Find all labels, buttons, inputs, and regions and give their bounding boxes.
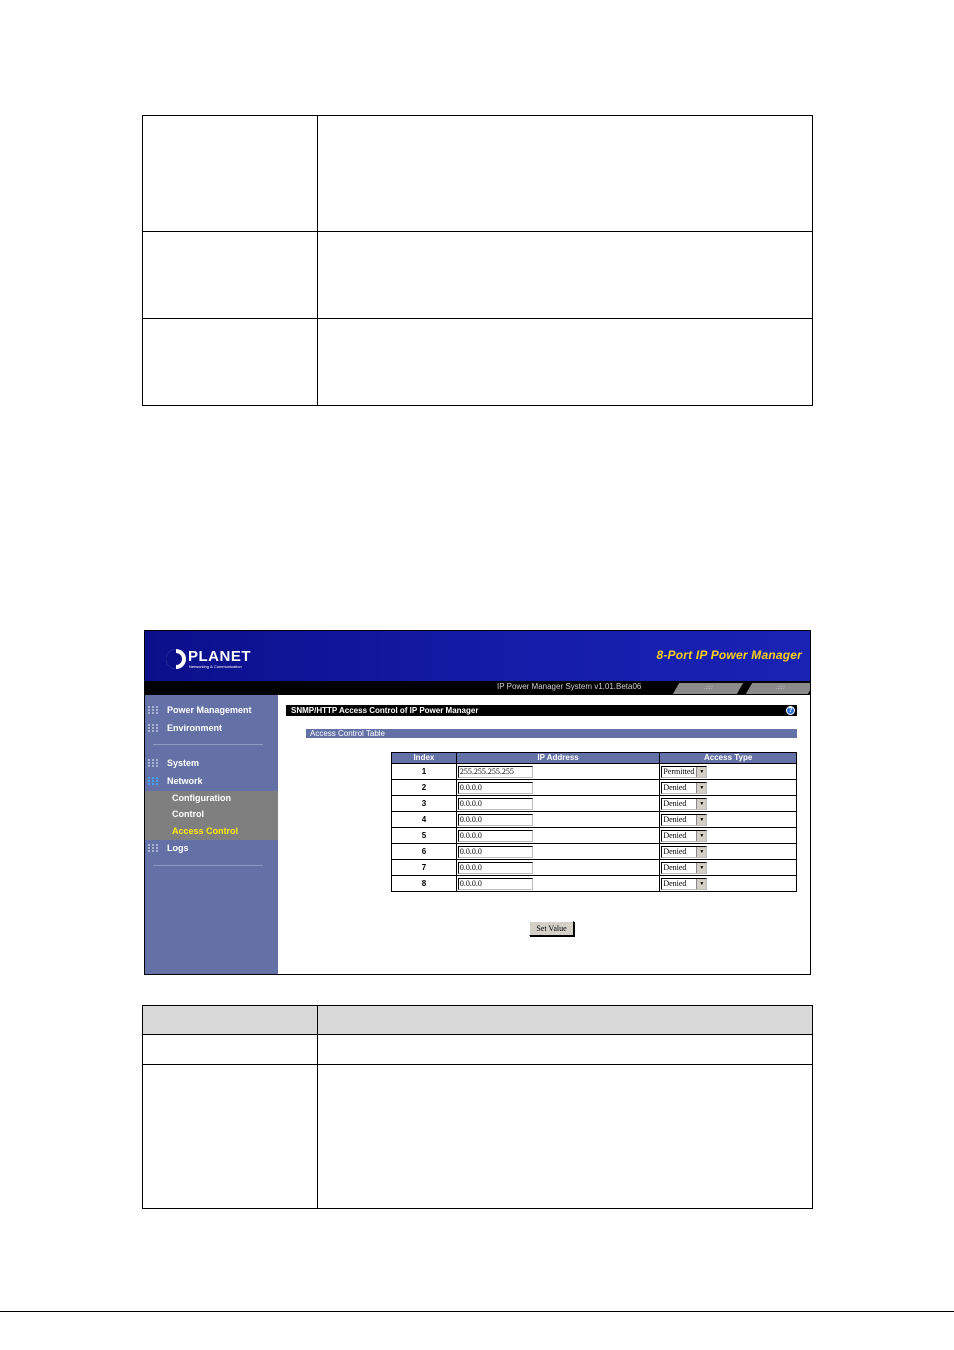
table-row xyxy=(392,764,797,780)
access-type-select[interactable] xyxy=(661,862,707,874)
submenu-item-access-control[interactable]: Access Control xyxy=(172,826,239,836)
ip-cell xyxy=(456,812,660,828)
menu-dots-icon xyxy=(148,759,160,767)
ip-address-input[interactable]: 0.0.0.0 xyxy=(458,830,533,842)
chevron-down-icon: ▼ xyxy=(696,767,706,777)
table-row xyxy=(392,828,797,844)
access-control-table xyxy=(391,752,797,892)
access-type-select[interactable] xyxy=(661,830,707,842)
brand-tagline: Networking & Communication xyxy=(189,664,242,669)
chevron-down-icon: ▼ xyxy=(696,799,706,809)
access-type-value: Permitted xyxy=(663,766,695,776)
set-value-button[interactable]: Set Value xyxy=(529,921,574,936)
row-index: 5 xyxy=(392,828,457,844)
column-header-access-type: Access Type xyxy=(660,753,797,764)
ip-cell xyxy=(456,796,660,812)
ip-address-input[interactable]: 0.0.0.0 xyxy=(458,862,533,874)
sidebar-item-label: System xyxy=(167,758,200,768)
row-index: 6 xyxy=(392,844,457,860)
table-row xyxy=(392,812,797,828)
table-row xyxy=(143,319,813,406)
submenu-item-configuration[interactable]: Configuration xyxy=(172,793,231,803)
ip-address-input[interactable]: 0.0.0.0 xyxy=(458,814,533,826)
table-row xyxy=(392,796,797,812)
table-cell xyxy=(143,116,318,232)
menu-dots-icon xyxy=(148,706,160,714)
access-type-select[interactable] xyxy=(661,846,707,858)
ip-address-input[interactable]: 0.0.0.0 xyxy=(458,878,533,890)
table-cell xyxy=(318,1065,813,1209)
access-control-rows xyxy=(392,764,797,892)
chevron-down-icon: ▼ xyxy=(696,879,706,889)
chevron-down-icon: ▼ xyxy=(696,831,706,841)
access-type-cell xyxy=(660,780,797,796)
table-cell xyxy=(143,1006,318,1035)
ip-address-input[interactable]: 0.0.0.0 xyxy=(458,846,533,858)
footer-rule xyxy=(0,1311,954,1312)
access-type-select[interactable] xyxy=(661,782,707,794)
main-content xyxy=(278,695,810,975)
chevron-down-icon: ▼ xyxy=(696,815,706,825)
table-cell xyxy=(143,1065,318,1209)
ip-cell xyxy=(456,860,660,876)
chevron-down-icon: ▼ xyxy=(696,783,706,793)
chevron-down-icon: ▼ xyxy=(696,863,706,873)
table-row xyxy=(392,844,797,860)
ip-cell xyxy=(456,844,660,860)
access-type-value: Denied xyxy=(663,878,687,888)
top-description-table xyxy=(142,115,813,406)
column-header-ip-address: IP Address xyxy=(456,753,660,764)
row-index: 8 xyxy=(392,876,457,892)
network-submenu xyxy=(145,791,278,840)
ip-cell xyxy=(456,780,660,796)
web-ui-screenshot xyxy=(144,630,811,975)
ip-address-input[interactable]: 255.255.255.255 xyxy=(458,766,533,778)
table-row xyxy=(392,780,797,796)
access-type-cell xyxy=(660,796,797,812)
sidebar-item-network[interactable] xyxy=(145,774,278,788)
version-text: IP Power Manager System v1.01.Beta06 xyxy=(497,682,642,691)
table-row xyxy=(392,860,797,876)
menu-dots-icon xyxy=(148,724,160,732)
access-type-cell xyxy=(660,812,797,828)
table-cell xyxy=(143,232,318,319)
help-icon[interactable]: ? xyxy=(786,706,795,715)
sidebar-item-system[interactable] xyxy=(145,756,278,770)
access-type-value: Denied xyxy=(663,814,687,824)
access-type-cell xyxy=(660,828,797,844)
ip-cell xyxy=(456,764,660,780)
ip-cell xyxy=(456,828,660,844)
sidebar-item-label: Power Management xyxy=(167,705,252,715)
table-row xyxy=(143,116,813,232)
menu-dots-icon xyxy=(148,844,160,852)
sidebar xyxy=(145,695,278,975)
sidebar-item-label: Logs xyxy=(167,843,189,853)
section-title: Access Control Table xyxy=(310,729,385,738)
sidebar-item-environment[interactable] xyxy=(145,721,278,735)
table-cell xyxy=(318,1006,813,1035)
access-type-select[interactable] xyxy=(661,878,707,890)
table-row xyxy=(143,232,813,319)
table-cell xyxy=(318,232,813,319)
access-type-cell xyxy=(660,876,797,892)
sidebar-item-label: Environment xyxy=(167,723,223,733)
chevron-down-icon: ▼ xyxy=(696,847,706,857)
access-type-value: Denied xyxy=(663,846,687,856)
row-index: 3 xyxy=(392,796,457,812)
table-cell xyxy=(318,116,813,232)
access-type-value: Denied xyxy=(663,798,687,808)
column-header-index: Index xyxy=(392,753,457,764)
sidebar-item-logs[interactable] xyxy=(145,841,278,855)
submenu-item-control[interactable]: Control xyxy=(172,809,204,819)
table-row xyxy=(143,1065,813,1209)
access-type-select[interactable] xyxy=(661,766,707,778)
ip-address-input[interactable]: 0.0.0.0 xyxy=(458,798,533,810)
section-title-bar xyxy=(306,729,797,738)
access-type-value: Denied xyxy=(663,862,687,872)
row-index: 7 xyxy=(392,860,457,876)
menu-dots-icon xyxy=(148,777,160,785)
product-title: 8-Port IP Power Manager xyxy=(656,648,802,662)
page-heading-bar xyxy=(286,705,797,716)
table-cell xyxy=(143,1035,318,1065)
access-type-select[interactable] xyxy=(661,814,707,826)
access-type-cell xyxy=(660,860,797,876)
sidebar-divider xyxy=(153,744,263,745)
brand-name: PLANET xyxy=(188,648,251,665)
table-row xyxy=(143,1035,813,1065)
planet-globe-icon xyxy=(165,648,187,670)
table-row xyxy=(392,876,797,892)
table-header-row xyxy=(392,753,797,764)
row-index: 1 xyxy=(392,764,457,780)
access-type-value: Denied xyxy=(663,830,687,840)
table-cell xyxy=(143,319,318,406)
table-header-row xyxy=(143,1006,813,1035)
sidebar-divider xyxy=(153,865,263,866)
sidebar-item-label: Network xyxy=(167,776,203,786)
table-cell xyxy=(318,1035,813,1065)
bottom-description-table xyxy=(142,1005,813,1209)
planet-logo xyxy=(165,648,265,670)
access-type-cell xyxy=(660,844,797,860)
access-type-select[interactable] xyxy=(661,798,707,810)
header-tab-1[interactable]: ::::: xyxy=(673,683,743,694)
page-title: SNMP/HTTP Access Control of IP Power Manager xyxy=(291,706,479,715)
status-bar xyxy=(145,681,810,695)
row-index: 2 xyxy=(392,780,457,796)
ip-cell xyxy=(456,876,660,892)
table-cell xyxy=(318,319,813,406)
access-type-cell xyxy=(660,764,797,780)
ip-address-input[interactable]: 0.0.0.0 xyxy=(458,782,533,794)
sidebar-item-power-management[interactable] xyxy=(145,703,278,717)
row-index: 4 xyxy=(392,812,457,828)
header-tab-2[interactable]: ::::: xyxy=(746,683,811,694)
access-type-value: Denied xyxy=(663,782,687,792)
header-banner xyxy=(145,631,810,681)
